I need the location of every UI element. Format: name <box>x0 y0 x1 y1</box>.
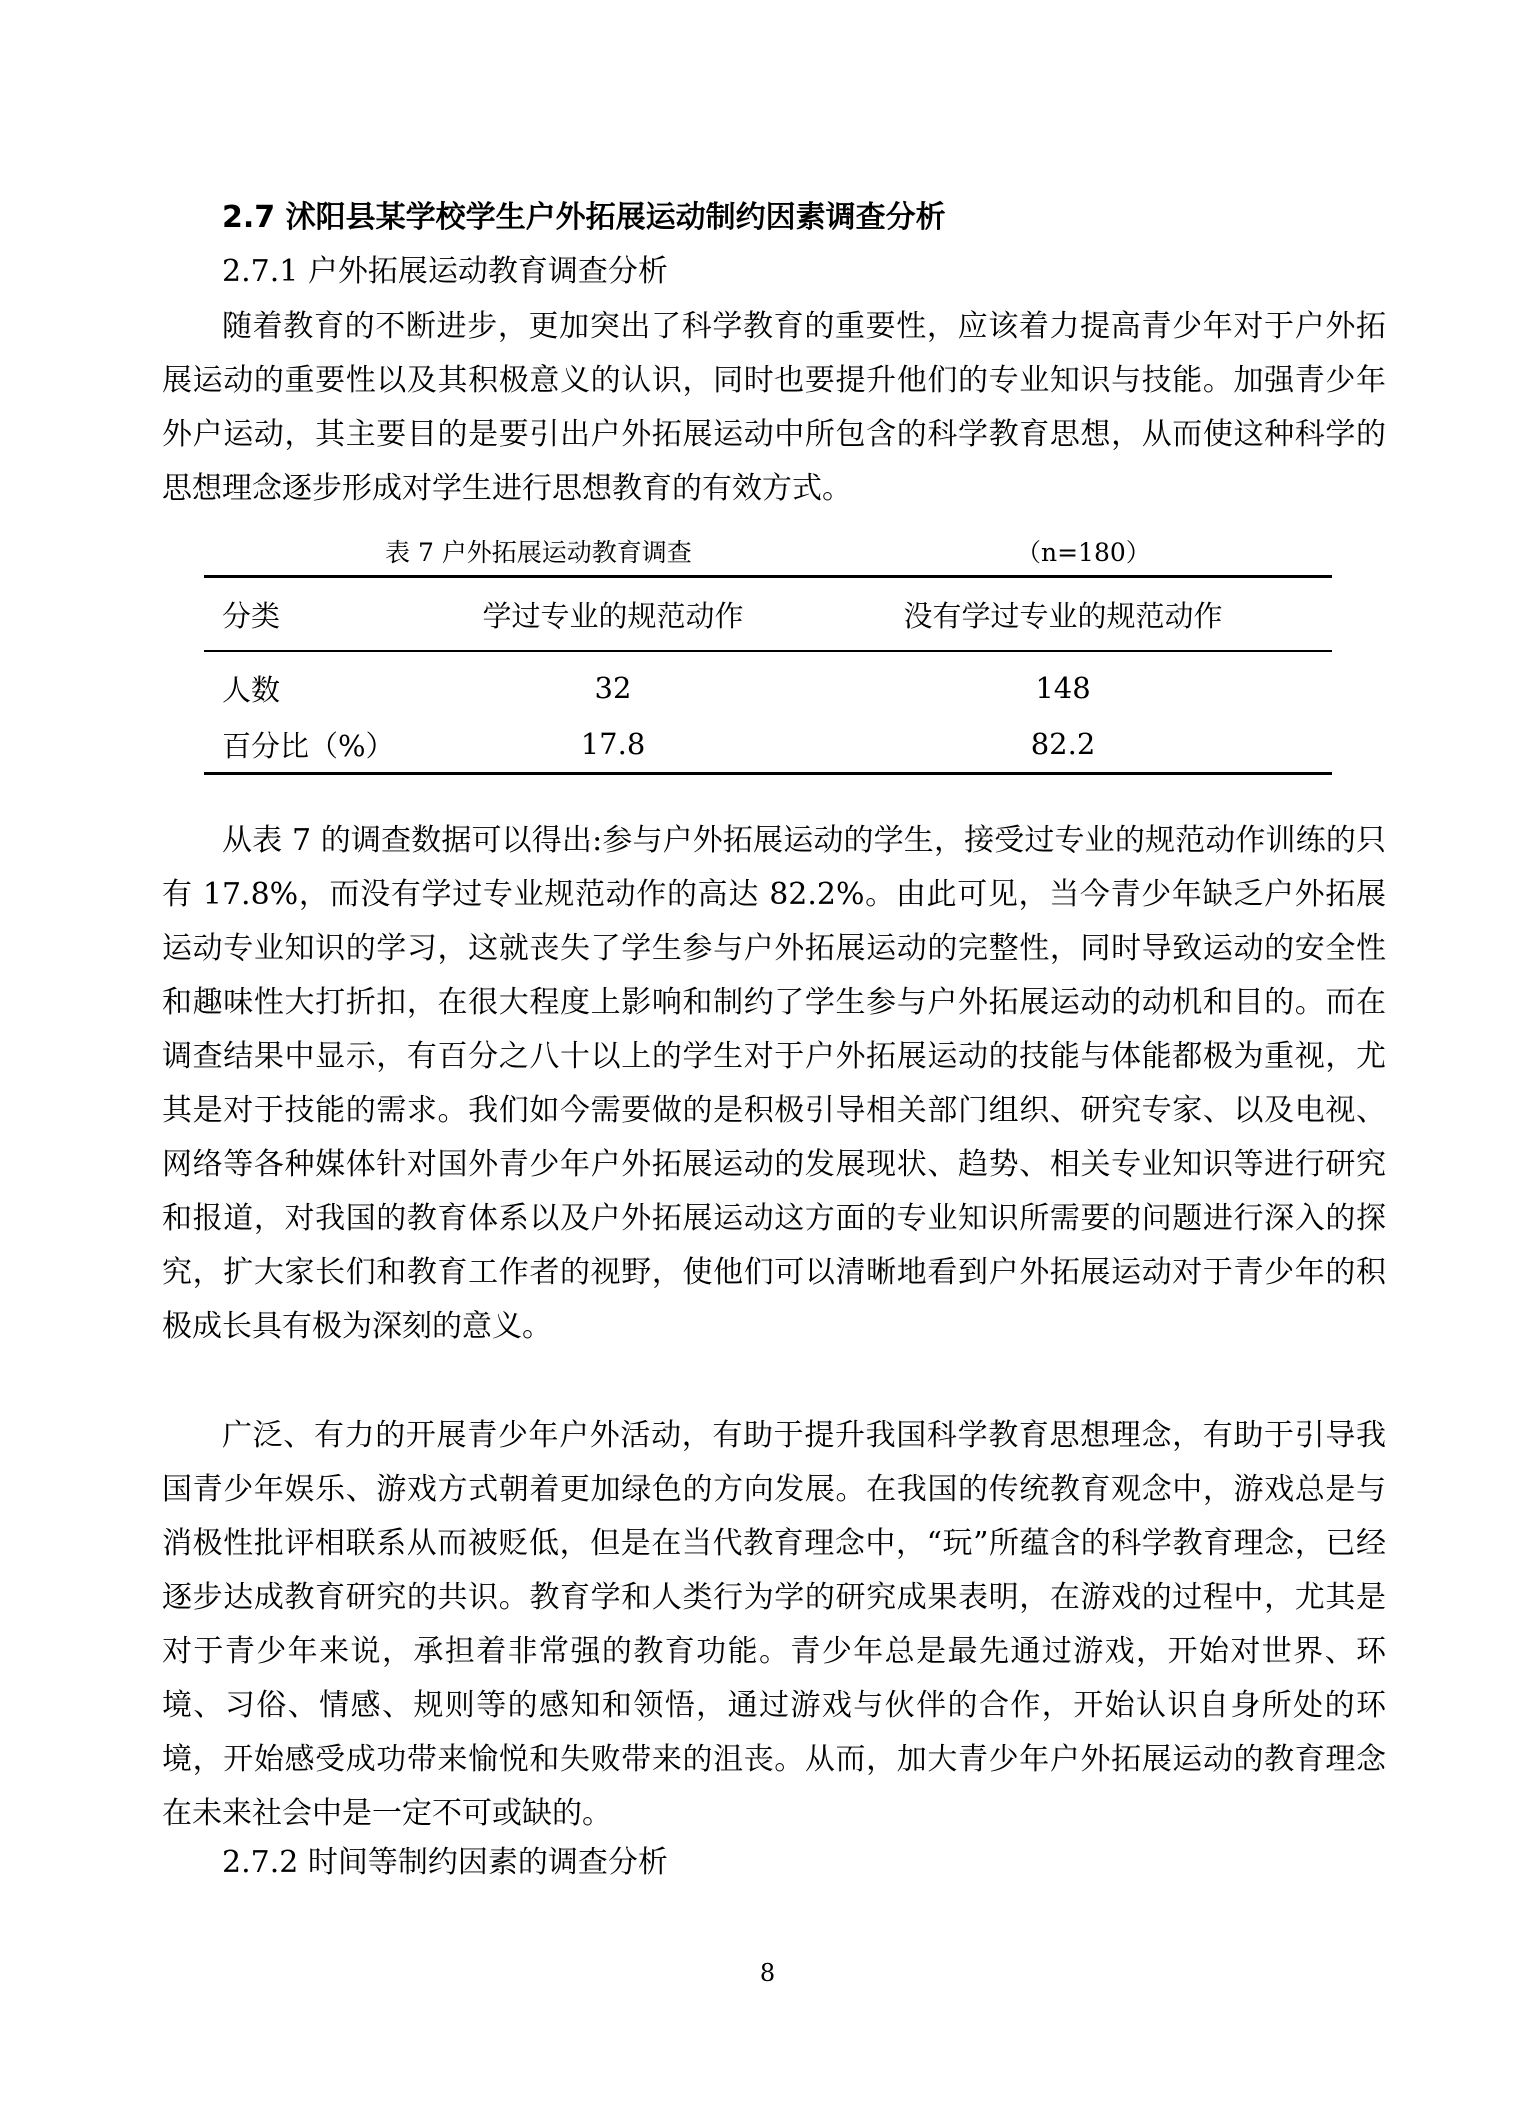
header-trained: 学过专业的规范动作 <box>482 598 744 633</box>
survey-table <box>204 575 1332 775</box>
row-label-count: 人数 <box>222 672 281 707</box>
page-number: 8 <box>759 1959 776 1987</box>
header-category: 分类 <box>222 598 281 633</box>
cell-trained-percent: 17.8 <box>580 727 646 761</box>
cell-untrained-percent: 82.2 <box>1030 727 1096 761</box>
cell-untrained-count: 148 <box>1035 671 1091 705</box>
row-label-percent: 百分比（%） <box>222 728 395 763</box>
sub-heading-2-7-1: 2.7.1 户外拓展运动教育调查分析 <box>222 254 668 289</box>
paragraph-intro: 随着教育的不断进步，更加突出了科学教育的重要性，应该着力提高青少年对于户外拓展运动的重要性以及其积极意义的认识，同时也要提升他们的专业知识与技能。加强青少年外户运动，其主要目的是要引出户外拓展运动中所包含的科学教育思想，从而使这种科学的思想理念逐步形成对学生进行思想教育的有效方式。 <box>162 309 1386 506</box>
cell-trained-count: 32 <box>594 671 632 705</box>
sub-heading-2-7-2: 2.7.2 时间等制约因素的调查分析 <box>222 1845 668 1880</box>
section-heading: 2.7 沭阳县某学校学生户外拓展运动制约因素调查分析 <box>222 200 946 235</box>
table-header-row <box>204 577 1332 652</box>
table-row <box>204 651 1332 716</box>
table-sample-size: （n=180） <box>1016 538 1151 567</box>
header-untrained: 没有学过专业的规范动作 <box>903 598 1223 633</box>
table-row <box>204 716 1332 774</box>
table-caption: 表 7 户外拓展运动教育调查 <box>385 538 692 567</box>
paragraph-analysis: 从表 7 的调查数据可以得出:参与户外拓展运动的学生，接受过专业的规范动作训练的只有 17.8%，而没有学过专业规范动作的高达 82.2%。由此可见，当今青少年缺乏户外拓展运动专业知识的学习，这就丧失了学生参与户外拓展运动的完整性，同时导致运动的安全性和趣味性大打折扣，在很大程度上影响和制约了学生参与户外拓展运动的动机和目的。而在调查结果中显示，有百分之八十以上的学生对于户外拓展运动的技能与体能都极为重视，尤其是对于技能的需求。我们如今需要做的是积极引导相关部门组织、研究专家、以及电视、网络等各种媒体针对国外青少年户外拓展运动的发展现状、趋势、相关专业知识等进行研究和报道，对我国的教育体系以及户外拓展运动这方面的专业知识所需要的问题进行深入的探究，扩大家长们和教育工作者的视野，使他们可以清晰地看到户外拓展运动对于青少年的积极成长具有极为深刻的意义。 <box>162 823 1386 1344</box>
paragraph-outdoor-activities: 广泛、有力的开展青少年户外活动，有助于提升我国科学教育思想理念，有助于引导我国青少年娱乐、游戏方式朝着更加绿色的方向发展。在我国的传统教育观念中，游戏总是与消极性批评相联系从而被贬低，但是在当代教育理念中，“玩”所蕴含的科学教育理念，已经逐步达成教育研究的共识。教育学和人类行为学的研究成果表明，在游戏的过程中，尤其是对于青少年来说，承担着非常强的教育功能。青少年总是最先通过游戏，开始对世界、环境、习俗、情感、规则等的感知和领悟，通过游戏与伙伴的合作，开始认识自身所处的环境，开始感受成功带来愉悦和失败带来的沮丧。从而，加大青少年户外拓展运动的教育理念在未来社会中是一定不可或缺的。 <box>162 1418 1386 1831</box>
